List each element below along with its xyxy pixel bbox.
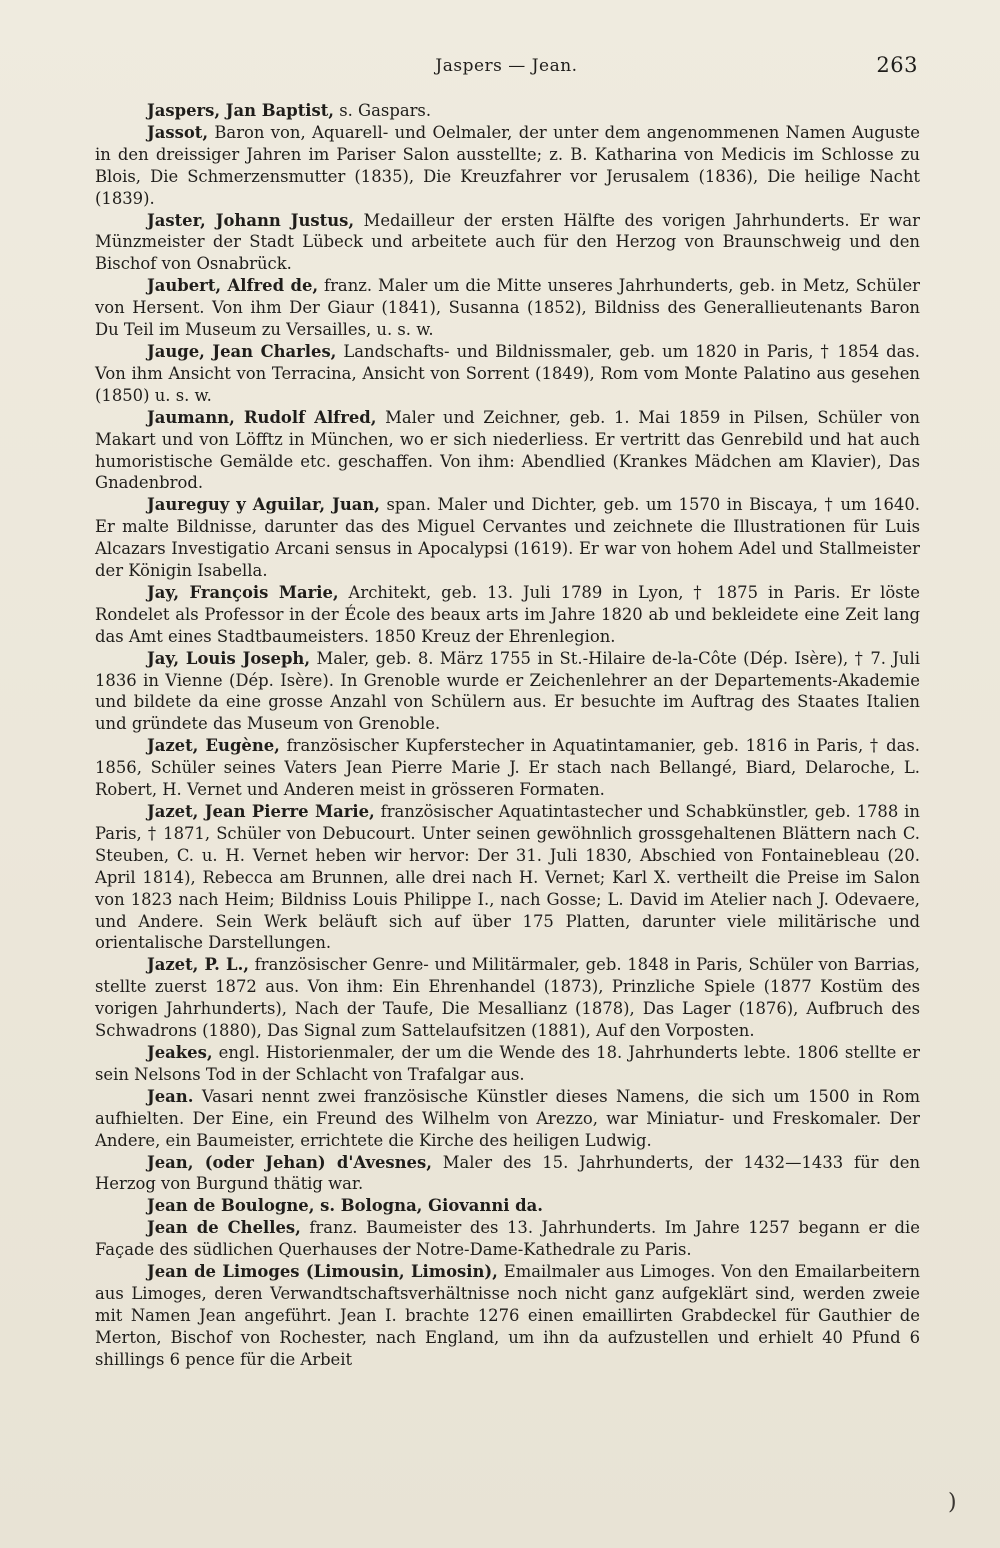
page-corner-mark: ) — [948, 1490, 957, 1515]
entry-text: französischer Genre- und Militärmaler, geb. 1848 in Paris, Schüler von Barrias, stellte zuerst 1872 aus. Von ihm: Ein Ehrenhandel (1873), Prinzliche Spiele (1877 Kostüm des vorigen Jahrhunderts), Nach der Taufe, Die Mesallianz (1878), Das Lager (1876), Aufbruch des Schwadrons (1880), Das Signal zum Sattelaufsitzen (1881), Auf den Vorposten. — [95, 955, 921, 1041]
entry-text: Landschafts- und Bildnissmaler, geb. um 1820 in Paris, † 1854 das. Von ihm Ansicht von Terracina, Ansicht von Sorrent (1849), Rom vom Monte Palatino aus gesehen (1850) u. s. w. — [95, 341, 920, 405]
entry-headword: Jaspers, Jan Baptist, — [147, 101, 335, 120]
entry-jean-de-limoges — [95, 1261, 920, 1371]
page-header — [95, 53, 918, 86]
entry-jaspers — [95, 100, 920, 122]
entry-text: französischer Kupferstecher in Aquatintamanier, geb. 1816 in Paris, † das. 1856, Schüler seines Vaters Jean Pierre Marie J. Er stach nach Bellangé, Biard, Delaroche, L. Robert, H. Vernet und Anderen meist in grösseren Formaten. — [95, 736, 920, 800]
page-number: 263 — [876, 53, 918, 77]
entry-text: s. Gaspars. — [334, 101, 432, 120]
running-title: Jaspers — Jean. — [435, 56, 578, 76]
entry-text: Maler und Zeichner, geb. 1. Mai 1859 in Pilsen, Schüler von Makart und von Löfftz in München, wo er sich niederliess. Er vertritt das Genrebild und hat auch humoristische Gemälde etc. geschaffen. Von ihm: Abendlied (Krankes Mädchen am Klavier), Das Gnadenbrod. — [95, 407, 920, 493]
entry-headword: Jauge, Jean Charles, — [147, 341, 337, 361]
entry-headword: Jaubert, Alfred de, — [147, 276, 319, 296]
entry-headword: Jaureguy y Aguilar, Juan, — [147, 495, 381, 515]
entry-jaster — [95, 210, 920, 276]
dictionary-entries — [95, 100, 920, 1371]
entry-jaureguy — [95, 494, 920, 582]
entry-jaumann — [95, 407, 920, 495]
entry-text: engl. Historienmaler, der um die Wende des 18. Jahrhunderts lebte. 1806 stellte er sein Nelsons Tod in der Schlacht von Trafalgar aus. — [95, 1042, 920, 1084]
entry-jean-davesnes — [95, 1152, 920, 1196]
entry-text: Architekt, geb. 13. Juli 1789 in Lyon, † 1875 in Paris. Er löste Rondelet als Professor in der École des beaux arts im Jahre 1820 ab und bekleidete eine Zeit lang das Amt eines Stadtbaumeisters. 1850 Kreuz der Ehrenlegion. — [95, 582, 920, 646]
entry-headword: Jaumann, Rudolf Alfred, — [147, 407, 377, 427]
entry-jazet-jean-pierre — [95, 801, 920, 954]
entry-jean-de-chelles — [95, 1217, 920, 1261]
entry-text: Emailmaler aus Limoges. Von den Emailarbeitern aus Limoges, deren Verwandtschaftsverhältnisse noch nicht ganz aufgeklärt sind, werden zweie mit Namen Jean angeführt. Jean I. brachte 1276 einen emaillirten Grabdeckel für Gauthier de Merton, Bischof von Rochester, nach England, um ihn da aufzustellen und erhielt 40 Pfund 6 shillings 6 pence für die Arbeit — [95, 1262, 920, 1369]
entry-headword: Jean de Chelles, — [147, 1218, 301, 1238]
entry-headword: Jean de Boulogne, s. Bologna, Giovanni da. — [147, 1196, 543, 1216]
entry-headword: Jazet, Eugène, — [147, 736, 280, 756]
entry-headword: Jean de Limoges (Limousin, Limosin), — [147, 1262, 498, 1282]
entry-text: Medailleur der ersten Hälfte des vorigen Jahrhunderts. Er war Münzmeister der Stadt Lübeck und arbeitete auch für den Herzog von Braunschweig und den Bischof von Osnabrück. — [95, 210, 920, 274]
entry-text: Maler, geb. 8. März 1755 in St.-Hilaire de-la-Côte (Dép. Isère), † 7. Juli 1836 in Vienne (Dép. Isère). In Grenoble wurde er Zeichenlehrer an der Departements-Akademie und bildete da eine grosse Anzahl von Schülern aus. Er besuchte im Auftrag des Staates Italien und gründete das Museum von Grenoble. — [95, 648, 920, 734]
entry-headword: Jaster, Johann Justus, — [147, 210, 355, 230]
entry-headword: Jean, (oder Jehan) d'Avesnes, — [147, 1152, 432, 1172]
entry-text: franz. Baumeister des 13. Jahrhunderts. Im Jahre 1257 begann er die Façade des südlichen Querhauses der Notre-Dame-Kathedrale zu Paris. — [95, 1218, 920, 1260]
entry-jean-de-boulogne — [95, 1195, 920, 1217]
entry-text: Maler des 15. Jahrhunderts, der 1432—1433 für den Herzog von Burgund thätig war. — [95, 1152, 921, 1194]
entry-text: Vasari nennt zwei französische Künstler dieses Namens, die sich um 1500 in Rom aufhielten. Der Eine, ein Freund des Wilhelm von Arezzo, war Miniatur- und Freskomaler. Der Andere, ein Baumeister, errichtete die Kirche des heiligen Ludwig. — [95, 1086, 920, 1150]
entry-jazet-eugene — [95, 735, 920, 801]
entry-headword: Jean. — [147, 1086, 194, 1106]
entry-jaubert — [95, 275, 920, 341]
entry-jay-francois — [95, 582, 920, 648]
entry-jean — [95, 1086, 920, 1152]
entry-headword: Jay, François Marie, — [147, 582, 339, 602]
entry-jauge — [95, 341, 920, 407]
entry-jazet-pl — [95, 954, 920, 1042]
entry-headword: Jazet, P. L., — [147, 955, 249, 975]
entry-text: französischer Aquatintastecher und Schabkünstler, geb. 1788 in Paris, † 1871, Schüler von Debucourt. Unter seinen gewöhnlich grossgehaltenen Blättern nach C. Steuben, C. u. H. Vernet heben wir hervor: Der 31. Juli 1830, Abschied von Fontainebleau (20. April 1814), Rebecca am Brunnen, alle drei nach H. Vernet; Karl X. vertheilt die Preise im Salon von 1823 nach Heim; Bildniss Louis Philippe I., nach Gosse; L. David im Atelier nach J. Odevaere, und Andere. Sein Werk beläuft sich auf über 175 Platten, darunter viele militärische und orientalische Darstellungen. — [95, 802, 920, 953]
entry-text: span. Maler und Dichter, geb. um 1570 in Biscaya, † um 1640. Er malte Bildnisse, darunter das des Miguel Cervantes und zeichnete die Illustrationen für Luis Alcazars Investigatio Arcani sensus in Apocalypsi (1619). Er war von hohem Adel und Stallmeister der Königin Isabella. — [95, 495, 920, 581]
entry-jeakes — [95, 1042, 920, 1086]
entry-headword: Jazet, Jean Pierre Marie, — [147, 802, 375, 821]
entry-headword: Jassot, — [147, 122, 209, 142]
entry-jay-louis — [95, 648, 920, 736]
entry-headword: Jeakes, — [147, 1042, 213, 1062]
entry-headword: Jay, Louis Joseph, — [147, 648, 311, 668]
entry-text: Baron von, Aquarell- und Oelmaler, der unter dem angenommenen Namen Auguste in den dreissiger Jahren im Pariser Salon ausstellte; z. B. Katharina von Medicis im Schlosse zu Blois, Die Schmerzensmutter (1835), Die Kreuzfahrer vor Jerusalem (1836), Die heilige Nacht (1839). — [95, 122, 920, 208]
entry-jassot — [95, 122, 920, 210]
entry-text: franz. Maler um die Mitte unseres Jahrhunderts, geb. in Metz, Schüler von Hersent. Von ihm Der Giaur (1841), Susanna (1852), Bildniss des Generallieutenants Baron Du Teil im Museum zu Versailles, u. s. w. — [95, 276, 920, 340]
